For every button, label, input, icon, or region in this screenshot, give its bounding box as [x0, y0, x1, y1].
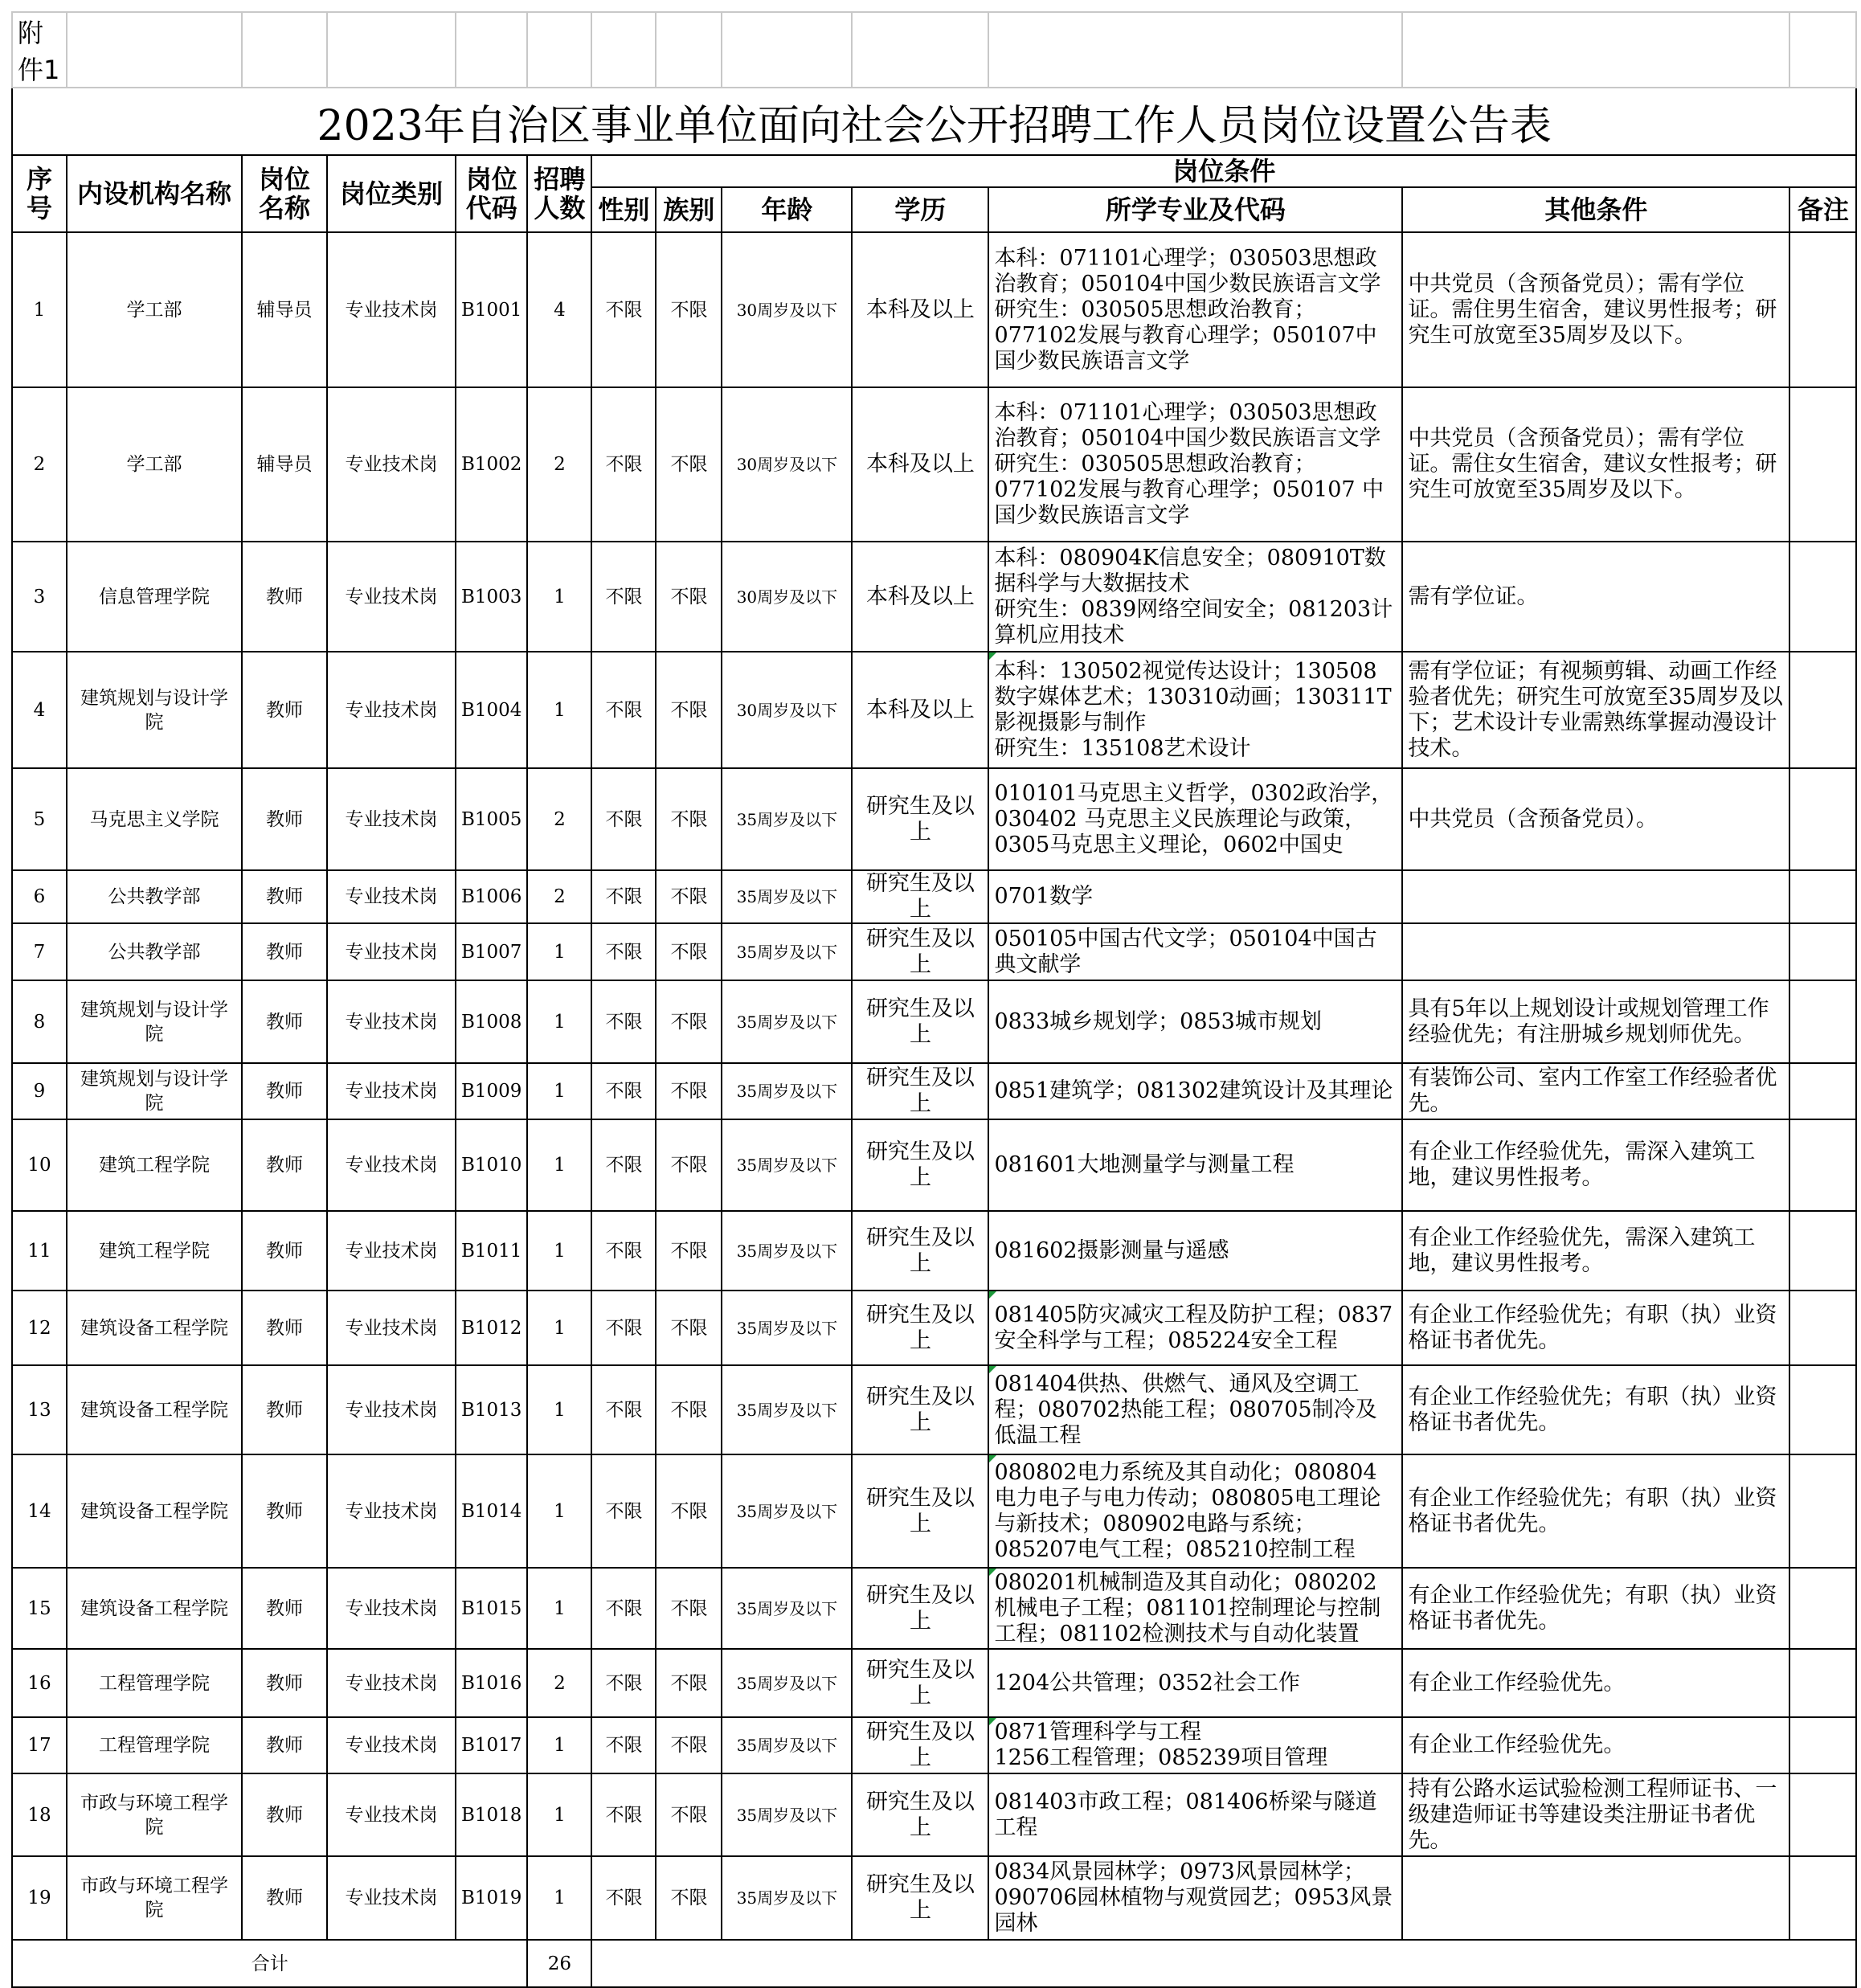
- cell-education: 研究生及以上: [852, 768, 988, 870]
- cell-remark: [1789, 1211, 1856, 1291]
- cell-major: 0701数学: [988, 870, 1402, 923]
- cell-dept: 市政与环境工程学院: [67, 1856, 242, 1940]
- cell-seq: 19: [12, 1856, 67, 1940]
- cell-ethnicity: 不限: [656, 1773, 722, 1856]
- cell-ethnicity: 不限: [656, 870, 722, 923]
- table-row: [12, 652, 1856, 768]
- cell-other: 有企业工作经验优先。: [1402, 1717, 1789, 1773]
- cell-dept: 工程管理学院: [67, 1717, 242, 1773]
- cell-count: 2: [527, 870, 591, 923]
- cell-post-name: 教师: [242, 1649, 327, 1717]
- cell-gender: 不限: [591, 768, 656, 870]
- cell-other: 有企业工作经验优先；有职（执）业资格证书者优先。: [1402, 1568, 1789, 1649]
- cell-post-name: 教师: [242, 1211, 327, 1291]
- cell-major: 1204公共管理；0352社会工作: [988, 1649, 1402, 1717]
- cell-other: [1402, 923, 1789, 980]
- cell-seq: 10: [12, 1119, 67, 1211]
- cell-post-code: B1015: [456, 1568, 527, 1649]
- table-row: [12, 1773, 1856, 1856]
- cell-remark: [1789, 1365, 1856, 1454]
- cell-dept: 工程管理学院: [67, 1649, 242, 1717]
- cell-post-code: B1012: [456, 1291, 527, 1365]
- cell-dept: 市政与环境工程学院: [67, 1773, 242, 1856]
- cell-remark: [1789, 1454, 1856, 1568]
- header-other: 其他条件: [1402, 187, 1789, 232]
- table-row: [12, 1568, 1856, 1649]
- header-age: 年龄: [722, 187, 852, 232]
- cell-count: 1: [527, 1063, 591, 1119]
- cell-remark: [1789, 1649, 1856, 1717]
- table-row: [12, 232, 1856, 387]
- cell-post-code: B1014: [456, 1454, 527, 1568]
- cell-age: 35周岁及以下: [722, 980, 852, 1063]
- cell-seq: 13: [12, 1365, 67, 1454]
- cell-post-code: B1001: [456, 232, 527, 387]
- cell-post-name: 教师: [242, 1717, 327, 1773]
- cell-post-code: B1017: [456, 1717, 527, 1773]
- cell-education: 研究生及以上: [852, 870, 988, 923]
- cell-gender: 不限: [591, 1856, 656, 1940]
- cell-age: 35周岁及以下: [722, 923, 852, 980]
- cell-post-type: 专业技术岗: [327, 1773, 456, 1856]
- cell-major: 050105中国古代文学；050104中国古典文献学: [988, 923, 1402, 980]
- cell-post-name: 教师: [242, 1291, 327, 1365]
- cell-post-type: 专业技术岗: [327, 1063, 456, 1119]
- cell-education: 研究生及以上: [852, 1211, 988, 1291]
- cell-gender: 不限: [591, 1365, 656, 1454]
- cell-remark: [1789, 1717, 1856, 1773]
- cell-age: 35周岁及以下: [722, 1454, 852, 1568]
- cell-ethnicity: 不限: [656, 387, 722, 542]
- table-row: [12, 1211, 1856, 1291]
- header-major: 所学专业及代码: [988, 187, 1402, 232]
- cell-post-name: 辅导员: [242, 232, 327, 387]
- cell-count: 1: [527, 542, 591, 652]
- cell-age: 35周岁及以下: [722, 1649, 852, 1717]
- cell-post-code: B1004: [456, 652, 527, 768]
- cell-gender: 不限: [591, 1291, 656, 1365]
- cell-age: 35周岁及以下: [722, 1717, 852, 1773]
- cell-post-type: 专业技术岗: [327, 1365, 456, 1454]
- cell-count: 2: [527, 1649, 591, 1717]
- cell-dept: 建筑规划与设计学院: [67, 1063, 242, 1119]
- cell-count: 2: [527, 387, 591, 542]
- cell-education: 研究生及以上: [852, 1856, 988, 1940]
- cell-major: 0851建筑学；081302建筑设计及其理论: [988, 1063, 1402, 1119]
- cell-post-code: B1011: [456, 1211, 527, 1291]
- cell-post-type: 专业技术岗: [327, 923, 456, 980]
- cell-post-name: 教师: [242, 1568, 327, 1649]
- page-title: 2023年自治区事业单位面向社会公开招聘工作人员岗位设置公告表: [12, 88, 1856, 155]
- cell-count: 1: [527, 1119, 591, 1211]
- cell-seq: 11: [12, 1211, 67, 1291]
- cell-other: 持有公路水运试验检测工程师证书、一级建造师证书等建设类注册证书者优先。: [1402, 1773, 1789, 1856]
- cell-education: 研究生及以上: [852, 1649, 988, 1717]
- cell-post-type: 专业技术岗: [327, 1211, 456, 1291]
- table-row: [12, 1717, 1856, 1773]
- cell-seq: 17: [12, 1717, 67, 1773]
- cell-age: 30周岁及以下: [722, 652, 852, 768]
- cell-dept: 建筑设备工程学院: [67, 1568, 242, 1649]
- cell-post-type: 专业技术岗: [327, 652, 456, 768]
- cell-education: 研究生及以上: [852, 1365, 988, 1454]
- cell-age: 35周岁及以下: [722, 870, 852, 923]
- cell-ethnicity: 不限: [656, 652, 722, 768]
- cell-post-code: B1016: [456, 1649, 527, 1717]
- cell-post-code: B1003: [456, 542, 527, 652]
- cell-post-type: 专业技术岗: [327, 1291, 456, 1365]
- cell-other: 需有学位证。: [1402, 542, 1789, 652]
- cell-major: 本科：071101心理学；030503思想政治教育；050104中国少数民族语言文学 研究生：030505思想政治教育；077102发展与教育心理学；050107 中国少数民族语言文学: [988, 387, 1402, 542]
- cell-education: 研究生及以上: [852, 1773, 988, 1856]
- cell-remark: [1789, 652, 1856, 768]
- cell-post-name: 教师: [242, 1063, 327, 1119]
- cell-gender: 不限: [591, 387, 656, 542]
- cell-remark: [1789, 768, 1856, 870]
- cell-ethnicity: 不限: [656, 1365, 722, 1454]
- cell-seq: 2: [12, 387, 67, 542]
- cell-seq: 7: [12, 923, 67, 980]
- cell-other: 有企业工作经验优先，需深入建筑工地，建议男性报考。: [1402, 1119, 1789, 1211]
- cell-gender: 不限: [591, 652, 656, 768]
- cell-count: 1: [527, 1211, 591, 1291]
- cell-post-type: 专业技术岗: [327, 542, 456, 652]
- header-seq: 序号: [12, 155, 67, 232]
- cell-age: 35周岁及以下: [722, 1063, 852, 1119]
- cell-seq: 8: [12, 980, 67, 1063]
- cell-education: 研究生及以上: [852, 1568, 988, 1649]
- cell-other: 有企业工作经验优先。: [1402, 1649, 1789, 1717]
- table-row: [12, 870, 1856, 923]
- cell-education: 本科及以上: [852, 542, 988, 652]
- table-row: [12, 542, 1856, 652]
- cell-post-code: B1008: [456, 980, 527, 1063]
- cell-remark: [1789, 923, 1856, 980]
- cell-ethnicity: 不限: [656, 1063, 722, 1119]
- cell-count: 1: [527, 1856, 591, 1940]
- cell-post-name: 辅导员: [242, 387, 327, 542]
- cell-seq: 18: [12, 1773, 67, 1856]
- cell-post-name: 教师: [242, 652, 327, 768]
- cell-count: 1: [527, 1717, 591, 1773]
- cell-dept: 学工部: [67, 387, 242, 542]
- cell-other: 有企业工作经验优先；有职（执）业资格证书者优先。: [1402, 1365, 1789, 1454]
- cell-gender: 不限: [591, 1649, 656, 1717]
- cell-major: 0871管理科学与工程 1256工程管理；085239项目管理: [988, 1717, 1402, 1773]
- cell-remark: [1789, 1773, 1856, 1856]
- cell-ethnicity: 不限: [656, 980, 722, 1063]
- total-label: 合计: [12, 1940, 527, 1987]
- cell-post-code: B1005: [456, 768, 527, 870]
- cell-major: 080201机械制造及其自动化；080202机械电子工程；081101控制理论与控制工程；081102检测技术与自动化装置: [988, 1568, 1402, 1649]
- cell-age: 35周岁及以下: [722, 1119, 852, 1211]
- cell-major: 081405防灾减灾工程及防护工程；0837安全科学与工程；085224安全工程: [988, 1291, 1402, 1365]
- cell-seq: 16: [12, 1649, 67, 1717]
- cell-other: 中共党员（含预备党员）；需有学位证。需住女生宿舍，建议女性报考；研究生可放宽至35周岁及以下。: [1402, 387, 1789, 542]
- table-row: [12, 980, 1856, 1063]
- cell-major: 本科：071101心理学；030503思想政治教育；050104中国少数民族语言文学 研究生：030505思想政治教育；077102发展与教育心理学；050107中国少数民族语言文学: [988, 232, 1402, 387]
- table-row: [12, 1119, 1856, 1211]
- cell-post-name: 教师: [242, 1365, 327, 1454]
- cell-post-name: 教师: [242, 768, 327, 870]
- cell-age: 30周岁及以下: [722, 232, 852, 387]
- cell-education: 本科及以上: [852, 387, 988, 542]
- cell-post-type: 专业技术岗: [327, 1568, 456, 1649]
- table-row: [12, 923, 1856, 980]
- cell-seq: 15: [12, 1568, 67, 1649]
- cell-gender: 不限: [591, 1717, 656, 1773]
- header-gender: 性别: [591, 187, 656, 232]
- cell-count: 1: [527, 652, 591, 768]
- cell-gender: 不限: [591, 232, 656, 387]
- cell-remark: [1789, 1119, 1856, 1211]
- cell-age: 30周岁及以下: [722, 387, 852, 542]
- cell-post-code: B1013: [456, 1365, 527, 1454]
- cell-dept: 建筑工程学院: [67, 1211, 242, 1291]
- cell-post-type: 专业技术岗: [327, 768, 456, 870]
- cell-major: 0834风景园林学；0973风景园林学；090706园林植物与观赏园艺；0953风景园林: [988, 1856, 1402, 1940]
- cell-major: 081602摄影测量与遥感: [988, 1211, 1402, 1291]
- cell-other: [1402, 1856, 1789, 1940]
- cell-gender: 不限: [591, 1454, 656, 1568]
- table-row: [12, 387, 1856, 542]
- cell-major: 081601大地测量学与测量工程: [988, 1119, 1402, 1211]
- cell-major: 本科：130502视觉传达设计；130508数字媒体艺术；130310动画；130311T影视摄影与制作 研究生：135108艺术设计: [988, 652, 1402, 768]
- table-row: [12, 1649, 1856, 1717]
- cell-age: 35周岁及以下: [722, 768, 852, 870]
- cell-count: 1: [527, 1568, 591, 1649]
- cell-seq: 5: [12, 768, 67, 870]
- cell-education: 研究生及以上: [852, 923, 988, 980]
- cell-post-type: 专业技术岗: [327, 870, 456, 923]
- cell-ethnicity: 不限: [656, 1568, 722, 1649]
- cell-age: 35周岁及以下: [722, 1365, 852, 1454]
- cell-count: 1: [527, 1773, 591, 1856]
- table-row: [12, 1454, 1856, 1568]
- cell-other: 有企业工作经验优先；有职（执）业资格证书者优先。: [1402, 1454, 1789, 1568]
- cell-dept: 建筑规划与设计学院: [67, 652, 242, 768]
- cell-post-code: B1010: [456, 1119, 527, 1211]
- table-row: [12, 768, 1856, 870]
- cell-count: 1: [527, 980, 591, 1063]
- cell-age: 35周岁及以下: [722, 1568, 852, 1649]
- cell-age: 35周岁及以下: [722, 1773, 852, 1856]
- cell-education: 研究生及以上: [852, 1291, 988, 1365]
- cell-dept: 建筑设备工程学院: [67, 1454, 242, 1568]
- cell-age: 35周岁及以下: [722, 1856, 852, 1940]
- header-education: 学历: [852, 187, 988, 232]
- cell-dept: 建筑工程学院: [67, 1119, 242, 1211]
- cell-remark: [1789, 542, 1856, 652]
- cell-ethnicity: 不限: [656, 923, 722, 980]
- cell-gender: 不限: [591, 923, 656, 980]
- cell-dept: 建筑规划与设计学院: [67, 980, 242, 1063]
- table-row: [12, 1856, 1856, 1940]
- cell-major: 081404供热、供燃气、通风及空调工程；080702热能工程；080705制冷及低温工程: [988, 1365, 1402, 1454]
- cell-remark: [1789, 232, 1856, 387]
- cell-post-code: B1007: [456, 923, 527, 980]
- header-conditions: 岗位条件: [591, 155, 1856, 187]
- cell-education: 本科及以上: [852, 652, 988, 768]
- cell-age: 35周岁及以下: [722, 1211, 852, 1291]
- cell-ethnicity: 不限: [656, 1649, 722, 1717]
- cell-gender: 不限: [591, 542, 656, 652]
- cell-other: 中共党员（含预备党员）。: [1402, 768, 1789, 870]
- header-dept: 内设机构名称: [67, 155, 242, 232]
- header-count: 招聘人数: [527, 155, 591, 232]
- cell-remark: [1789, 1568, 1856, 1649]
- cell-other: 有企业工作经验优先；有职（执）业资格证书者优先。: [1402, 1291, 1789, 1365]
- cell-count: 1: [527, 1291, 591, 1365]
- cell-count: 1: [527, 923, 591, 980]
- cell-seq: 4: [12, 652, 67, 768]
- cell-gender: 不限: [591, 870, 656, 923]
- cell-major: 081403市政工程；081406桥梁与隧道工程: [988, 1773, 1402, 1856]
- cell-dept: 建筑设备工程学院: [67, 1291, 242, 1365]
- cell-count: 2: [527, 768, 591, 870]
- cell-gender: 不限: [591, 1063, 656, 1119]
- cell-ethnicity: 不限: [656, 1856, 722, 1940]
- table-row: [12, 1365, 1856, 1454]
- cell-major: 0833城乡规划学；0853城市规划: [988, 980, 1402, 1063]
- cell-seq: 1: [12, 232, 67, 387]
- cell-ethnicity: 不限: [656, 1717, 722, 1773]
- cell-post-type: 专业技术岗: [327, 1856, 456, 1940]
- cell-post-name: 教师: [242, 870, 327, 923]
- cell-gender: 不限: [591, 1773, 656, 1856]
- cell-other: 有装饰公司、室内工作室工作经验者优先。: [1402, 1063, 1789, 1119]
- cell-post-code: B1009: [456, 1063, 527, 1119]
- cell-post-code: B1019: [456, 1856, 527, 1940]
- cell-count: 4: [527, 232, 591, 387]
- table-row: [12, 1063, 1856, 1119]
- cell-post-name: 教师: [242, 542, 327, 652]
- cell-dept: 公共教学部: [67, 870, 242, 923]
- cell-education: 研究生及以上: [852, 1119, 988, 1211]
- cell-count: 1: [527, 1454, 591, 1568]
- cell-post-type: 专业技术岗: [327, 980, 456, 1063]
- cell-gender: 不限: [591, 1568, 656, 1649]
- cell-major: 080802电力系统及其自动化；080804电力电子与电力传动；080805电工理论与新技术；080902电路与系统；085207电气工程；085210控制工程: [988, 1454, 1402, 1568]
- cell-post-type: 专业技术岗: [327, 1717, 456, 1773]
- header-post-type: 岗位类别: [327, 155, 456, 232]
- total-row: [12, 1940, 1856, 1987]
- cell-post-name: 教师: [242, 1773, 327, 1856]
- cell-remark: [1789, 870, 1856, 923]
- cell-gender: 不限: [591, 1211, 656, 1291]
- cell-dept: 学工部: [67, 232, 242, 387]
- cell-ethnicity: 不限: [656, 542, 722, 652]
- recruitment-table: [11, 11, 1857, 1988]
- cell-age: 35周岁及以下: [722, 1291, 852, 1365]
- cell-post-name: 教师: [242, 1119, 327, 1211]
- cell-post-name: 教师: [242, 980, 327, 1063]
- cell-major: 本科：080904K信息安全；080910T数据科学与大数据技术 研究生：0839网络空间安全；081203计算机应用技术: [988, 542, 1402, 652]
- cell-remark: [1789, 1063, 1856, 1119]
- cell-post-type: 专业技术岗: [327, 1119, 456, 1211]
- cell-education: 研究生及以上: [852, 1063, 988, 1119]
- header-ethnicity: 族别: [656, 187, 722, 232]
- cell-post-name: 教师: [242, 1856, 327, 1940]
- cell-dept: 公共教学部: [67, 923, 242, 980]
- cell-remark: [1789, 1291, 1856, 1365]
- cell-post-code: B1002: [456, 387, 527, 542]
- cell-other: 需有学位证；有视频剪辑、动画工作经验者优先；研究生可放宽至35周岁及以下；艺术设计专业需熟练掌握动漫设计技术。: [1402, 652, 1789, 768]
- total-count: 26: [527, 1940, 591, 1987]
- cell-age: 30周岁及以下: [722, 542, 852, 652]
- cell-post-name: 教师: [242, 923, 327, 980]
- cell-dept: 马克思主义学院: [67, 768, 242, 870]
- cell-gender: 不限: [591, 980, 656, 1063]
- cell-post-name: 教师: [242, 1454, 327, 1568]
- table-row: [12, 1291, 1856, 1365]
- cell-seq: 3: [12, 542, 67, 652]
- cell-gender: 不限: [591, 1119, 656, 1211]
- cell-ethnicity: 不限: [656, 232, 722, 387]
- cell-education: 本科及以上: [852, 232, 988, 387]
- cell-education: 研究生及以上: [852, 980, 988, 1063]
- cell-ethnicity: 不限: [656, 1454, 722, 1568]
- cell-ethnicity: 不限: [656, 1211, 722, 1291]
- header-post-code: 岗位代码: [456, 155, 527, 232]
- cell-seq: 6: [12, 870, 67, 923]
- cell-remark: [1789, 387, 1856, 542]
- cell-seq: 12: [12, 1291, 67, 1365]
- cell-ethnicity: 不限: [656, 1291, 722, 1365]
- cell-other: 具有5年以上规划设计或规划管理工作经验优先；有注册城乡规划师优先。: [1402, 980, 1789, 1063]
- cell-education: 研究生及以上: [852, 1717, 988, 1773]
- cell-remark: [1789, 980, 1856, 1063]
- cell-seq: 14: [12, 1454, 67, 1568]
- cell-major: 010101马克思主义哲学，0302政治学，030402 马克思主义民族理论与政策，0305马克思主义理论，0602中国史: [988, 768, 1402, 870]
- cell-other: 中共党员（含预备党员）；需有学位证。需住男生宿舍，建议男性报考；研究生可放宽至35周岁及以下。: [1402, 232, 1789, 387]
- cell-ethnicity: 不限: [656, 768, 722, 870]
- cell-remark: [1789, 1856, 1856, 1940]
- attachment-label: 附件1: [12, 12, 67, 88]
- cell-post-code: B1018: [456, 1773, 527, 1856]
- cell-other: 有企业工作经验优先，需深入建筑工地，建议男性报考。: [1402, 1211, 1789, 1291]
- cell-post-type: 专业技术岗: [327, 1454, 456, 1568]
- cell-count: 1: [527, 1365, 591, 1454]
- cell-post-type: 专业技术岗: [327, 1649, 456, 1717]
- cell-seq: 9: [12, 1063, 67, 1119]
- cell-other: [1402, 870, 1789, 923]
- cell-post-code: B1006: [456, 870, 527, 923]
- cell-dept: 信息管理学院: [67, 542, 242, 652]
- header-post-name: 岗位名称: [242, 155, 327, 232]
- cell-post-type: 专业技术岗: [327, 387, 456, 542]
- cell-ethnicity: 不限: [656, 1119, 722, 1211]
- header-remark: 备注: [1789, 187, 1856, 232]
- cell-education: 研究生及以上: [852, 1454, 988, 1568]
- cell-post-type: 专业技术岗: [327, 232, 456, 387]
- cell-dept: 建筑设备工程学院: [67, 1365, 242, 1454]
